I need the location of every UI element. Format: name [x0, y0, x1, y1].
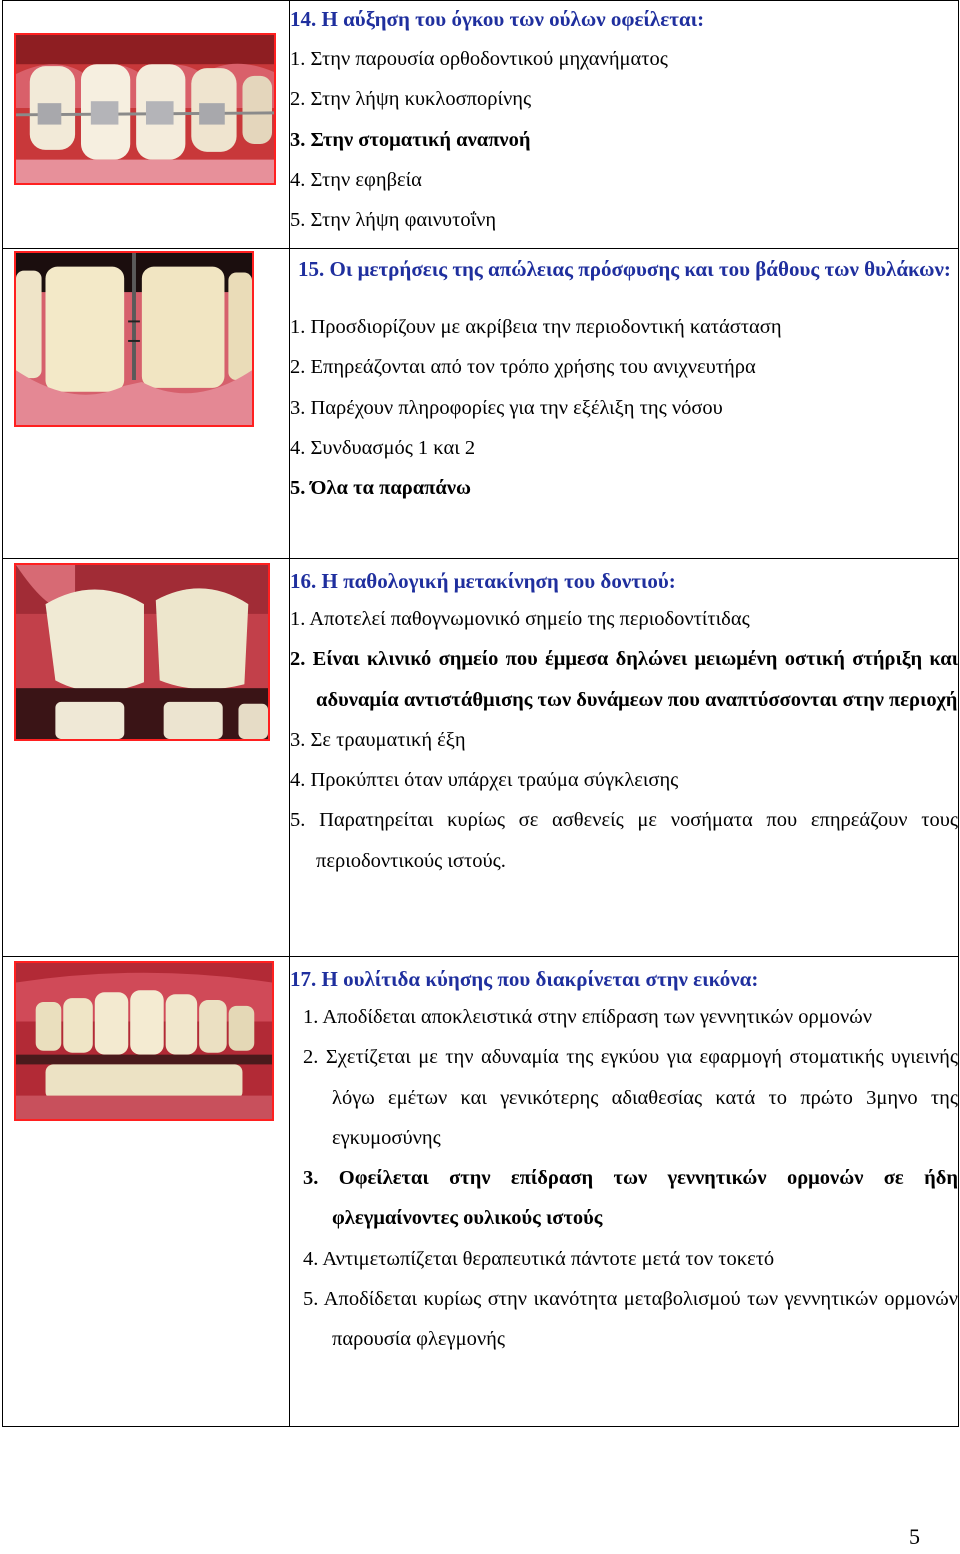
question-14-option-4: 4. Στην εφηβεία [290, 168, 422, 191]
question-title-15: 15. Οι μετρήσεις της απώλειας πρόσφυσης και του βάθους των θυλάκων: [298, 257, 951, 281]
page-number: 5 [909, 1524, 920, 1549]
periodontal-probe-photo [14, 251, 254, 427]
tooth-migration-photo [14, 563, 270, 741]
question-cell-14 [290, 1, 959, 249]
image-cell-17 [3, 957, 290, 1427]
question-16-option-5: 5. Παρατηρείται κυρίως σε ασθενείς με νοσήματα που επηρεάζουν τους περιοδοντικούς ιστούς. [290, 809, 958, 872]
question-14-option-2: 2. Στην λήψη κυκλοσπορίνης [290, 88, 532, 111]
question-15-option-4: 4. Συνδυασμός 1 και 2 [290, 436, 476, 459]
question-row-14 [3, 1, 959, 249]
question-row-15 [3, 249, 959, 559]
question-14-option-1: 1. Στην παρουσία ορθοδοντικού μηχανήματος [290, 48, 668, 70]
image-cell-15 [3, 249, 290, 559]
question-17-option-2: 2. Σχετίζεται με την αδυναμία της εγκύου για εφαρμογή στοματικής υγιεινής λόγω εμέτων και γενικότερης αδιαθεσίας κατά το πρώτο 3μηνο της εγκυμοσύνης [303, 1046, 958, 1149]
question-15-option-5: 5. Όλα τα παραπάνω [290, 477, 471, 500]
question-17-option-4: 4. Αντιμετωπίζεται θεραπευτικά πάντοτε μετά τον τοκετό [303, 1247, 775, 1270]
question-17-option-3: 3. Οφείλεται στην επίδραση των γεννητικών ορμονών σε ήδη φλεγμαίνοντες ουλικούς ιστούς [303, 1167, 958, 1230]
question-cell-15 [290, 249, 959, 559]
pregnancy-gingivitis-photo [14, 961, 274, 1121]
question-row-17 [3, 957, 959, 1427]
question-row-16 [3, 559, 959, 957]
question-16-option-2: 2. Είναι κλινικό σημείο που έμμεσα δηλώνει μειωμένη οστική στήριξη και αδυναμία αντιστάθμισης των δυνάμεων που αναπτύσσονται στην περιοχή [290, 648, 958, 711]
question-title-16: 16. Η παθολογική μετακίνηση του δοντιού: [290, 569, 676, 593]
image-cell-16 [3, 559, 290, 957]
question-17-option-5: 5. Αποδίδεται κυρίως στην ικανότητα μεταβολισμού των γεννητικών ορμονών παρουσία φλεγμονής [303, 1288, 958, 1351]
question-15-option-2: 2. Επηρεάζονται από τον τρόπο χρήσης του ανιχνευτήρα [290, 356, 756, 379]
question-16-option-1: 1. Αποτελεί παθογνωμονικό σημείο της περιοδοντίτιδας [290, 608, 750, 630]
question-title-17: 17. Η ουλίτιδα κύησης που διακρίνεται στην εικόνα: [290, 967, 759, 991]
question-14-option-3: 3. Στην στοματική αναπνοή [290, 128, 531, 151]
quiz-table [2, 0, 959, 1427]
question-cell-17 [290, 957, 959, 1427]
orthodontic-braces-photo [14, 33, 276, 185]
question-cell-16 [290, 559, 959, 957]
question-16-option-3: 3. Σε τραυματική έξη [290, 728, 466, 751]
question-14-option-5: 5. Στην λήψη φαινυτοΐνη [290, 209, 497, 232]
question-17-option-1: 1. Αποδίδεται αποκλειστικά στην επίδραση των γεννητικών ορμονών [303, 1006, 873, 1028]
image-cell-14 [3, 1, 290, 249]
question-15-option-1: 1. Προσδιορίζουν με ακρίβεια την περιοδοντική κατάσταση [290, 316, 782, 338]
question-16-option-4: 4. Προκύπτει όταν υπάρχει τραύμα σύγκλεισης [290, 769, 679, 792]
question-title-14: 14. Η αύξηση του όγκου των ούλων οφείλεται: [290, 7, 705, 31]
question-15-option-3: 3. Παρέχουν πληροφορίες για την εξέλιξη της νόσου [290, 396, 723, 419]
